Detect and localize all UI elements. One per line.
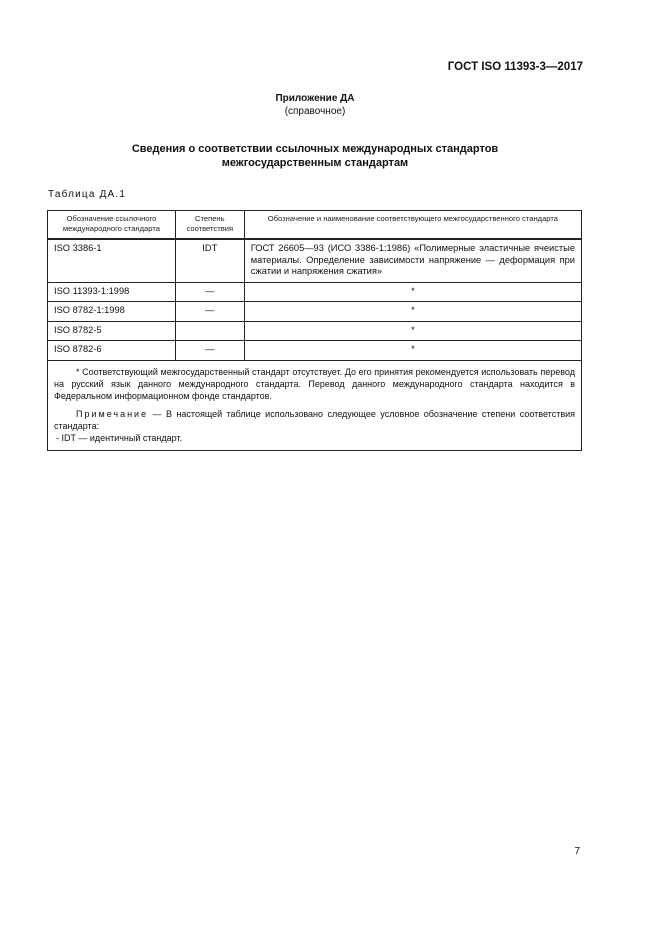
cell-degree: — bbox=[175, 341, 244, 361]
table-row bbox=[48, 341, 582, 361]
cell-reference: ISO 11393-1:1998 bbox=[48, 282, 176, 302]
correspondence-table bbox=[47, 210, 582, 451]
table-footer-row bbox=[48, 360, 582, 450]
document-code: ГОСТ ISO 11393-3—2017 bbox=[447, 61, 583, 73]
table-header-row bbox=[48, 211, 582, 240]
annex-title: Приложение ДА bbox=[275, 93, 355, 104]
table-label: Таблица ДА.1 bbox=[48, 189, 127, 200]
table-row bbox=[48, 239, 582, 282]
heading-line-1: Сведения о соответствии ссылочных международных стандартов bbox=[131, 143, 499, 155]
column-header-degree: Степень соответствия bbox=[175, 211, 244, 240]
heading-line-2: межгосударственным стандартам bbox=[221, 157, 409, 169]
cell-reference: ISO 8782-5 bbox=[48, 321, 176, 341]
note-list-item: - IDT — идентичный стандарт. bbox=[56, 432, 183, 443]
cell-degree: IDT bbox=[175, 239, 244, 282]
page-number: 7 bbox=[574, 846, 580, 857]
cell-degree bbox=[175, 321, 244, 341]
cell-interstate-standard: ГОСТ 26605—93 (ИСО 3386-1:1986) «Полимерные эластичные ячеистые материалы. Определение зависимости напряжение — деформация при сжатии и напряжения сжатия» bbox=[244, 239, 581, 282]
column-header-reference: Обозначение ссылочного международного стандарта bbox=[48, 211, 176, 240]
cell-reference: ISO 8782-6 bbox=[48, 341, 176, 361]
cell-interstate-standard: * bbox=[244, 302, 581, 322]
note-label: Примечание bbox=[76, 408, 149, 419]
note-paragraph bbox=[54, 408, 575, 432]
annex-title-block bbox=[0, 92, 630, 118]
table-row bbox=[48, 282, 582, 302]
cell-degree: — bbox=[175, 282, 244, 302]
table-row bbox=[48, 302, 582, 322]
cell-interstate-standard: * bbox=[244, 282, 581, 302]
cell-interstate-standard: * bbox=[244, 321, 581, 341]
table-footnote-cell bbox=[48, 360, 582, 450]
cell-reference: ISO 3386-1 bbox=[48, 239, 176, 282]
column-header-interstate-standard: Обозначение и наименование соответствующего межгосударственного стандарта bbox=[244, 211, 581, 240]
cell-interstate-standard: * bbox=[244, 341, 581, 361]
table-row bbox=[48, 321, 582, 341]
section-heading bbox=[0, 142, 630, 170]
cell-reference: ISO 8782-1:1998 bbox=[48, 302, 176, 322]
cell-degree: — bbox=[175, 302, 244, 322]
note-text: — В настоящей таблице использовано следующее условное обозначение степени соответствия стандарта: bbox=[54, 408, 575, 431]
annex-subtitle: (справочное) bbox=[284, 106, 346, 117]
footnote-text: * Соответствующий межгосударственный стандарт отсутствует. До его принятия рекомендуется использовать перевод на русский язык данного международного стандарта. Перевод данного международного стандарта находится в Федеральном информационном фонде стандартов. bbox=[54, 366, 575, 401]
